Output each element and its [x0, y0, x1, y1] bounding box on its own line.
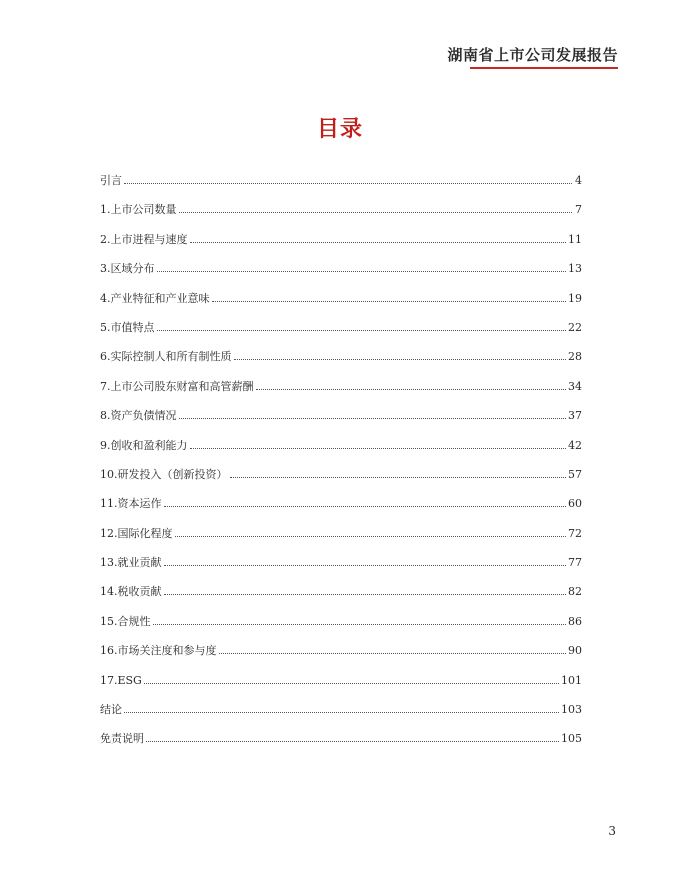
toc-entry-label: 引言: [100, 174, 122, 187]
toc-entry[interactable]: [100, 699, 582, 728]
toc-dot-leader: [164, 506, 567, 507]
toc-dot-leader: [175, 536, 567, 537]
page-number: 3: [608, 824, 616, 838]
toc-dot-leader: [157, 271, 567, 272]
toc-entry-label: 8.资产负债情况: [100, 409, 177, 423]
toc-entry[interactable]: [100, 317, 582, 346]
toc-entry-page-number: 34: [568, 379, 582, 393]
toc-dot-leader: [256, 389, 567, 390]
toc-entry[interactable]: [100, 493, 582, 522]
toc-dot-leader: [219, 653, 567, 654]
toc-dot-leader: [230, 477, 567, 478]
toc-entry-page-number: 86: [568, 614, 582, 628]
toc-dot-leader: [153, 624, 567, 625]
toc-entry-page-number: 42: [568, 438, 582, 452]
toc-entry-label: 3.区域分布: [100, 262, 155, 276]
toc-entry-label: 10.研发投入（创新投资）: [100, 467, 228, 481]
toc-title: 目录: [316, 116, 363, 142]
toc-entry-label: 11.资本运作: [100, 497, 162, 511]
toc-entry-label: 4.产业特征和产业意味: [100, 291, 210, 305]
toc-dot-leader: [234, 359, 567, 360]
toc-dot-leader: [144, 683, 559, 684]
toc-entry-label: 9.创收和盈利能力: [100, 438, 188, 452]
toc-entry[interactable]: [100, 288, 582, 317]
toc-entry-label: 2.上市进程与速度: [100, 232, 188, 246]
toc-entry-page-number: 72: [568, 526, 582, 540]
toc-entry-label: 免责说明: [100, 732, 144, 746]
table-of-contents: [100, 170, 582, 758]
toc-entry[interactable]: [100, 170, 582, 199]
toc-entry[interactable]: [100, 581, 582, 610]
toc-entry[interactable]: [100, 199, 582, 228]
toc-dot-leader: [179, 418, 567, 419]
toc-entry[interactable]: [100, 552, 582, 581]
toc-entry[interactable]: [100, 258, 582, 287]
toc-dot-leader: [124, 712, 559, 713]
toc-entry[interactable]: [100, 464, 582, 493]
header-divider: [470, 67, 618, 69]
toc-entry[interactable]: [100, 229, 582, 258]
toc-entry-page-number: 60: [568, 497, 582, 511]
toc-entry-page-number: 4: [575, 174, 582, 187]
toc-entry-page-number: 90: [568, 644, 582, 658]
toc-entry-label: 14.税收贡献: [100, 585, 162, 599]
toc-dot-leader: [157, 330, 567, 331]
toc-dot-leader: [146, 741, 559, 742]
toc-entry-label: 17.ESG: [100, 673, 142, 687]
toc-entry[interactable]: [100, 523, 582, 552]
toc-dot-leader: [212, 301, 567, 302]
toc-entry-page-number: 28: [568, 350, 582, 364]
toc-entry[interactable]: [100, 435, 582, 464]
toc-entry[interactable]: [100, 728, 582, 757]
report-header-title: 湖南省上市公司发展报告: [447, 46, 618, 64]
toc-entry-page-number: 13: [568, 262, 582, 276]
toc-entry-page-number: 37: [568, 409, 582, 423]
toc-entry-label: 16.市场关注度和参与度: [100, 644, 217, 658]
toc-entry[interactable]: [100, 640, 582, 669]
toc-entry-label: 7.上市公司股东财富和高管薪酬: [100, 379, 254, 393]
toc-entry-page-number: 11: [568, 232, 582, 246]
toc-entry[interactable]: [100, 405, 582, 434]
toc-entry-page-number: 57: [568, 467, 582, 481]
toc-entry[interactable]: [100, 670, 582, 699]
toc-entry-label: 15.合规性: [100, 614, 151, 628]
toc-entry[interactable]: [100, 346, 582, 375]
toc-entry-label: 1.上市公司数量: [100, 203, 177, 217]
toc-entry-page-number: 7: [575, 203, 582, 217]
toc-entry[interactable]: [100, 376, 582, 405]
toc-dot-leader: [190, 242, 567, 243]
toc-dot-leader: [124, 183, 572, 184]
toc-dot-leader: [179, 212, 573, 213]
toc-entry-label: 结论: [100, 703, 122, 717]
toc-entry-label: 5.市值特点: [100, 320, 155, 334]
toc-entry-page-number: 82: [568, 585, 582, 599]
toc-entry-label: 6.实际控制人和所有制性质: [100, 350, 232, 364]
toc-entry-label: 13.就业贡献: [100, 556, 162, 570]
toc-entry-page-number: 77: [568, 556, 582, 570]
toc-dot-leader: [164, 594, 567, 595]
toc-entry-page-number: 19: [568, 291, 582, 305]
toc-entry-page-number: 105: [561, 732, 582, 746]
toc-entry-page-number: 103: [561, 703, 582, 717]
toc-dot-leader: [190, 448, 567, 449]
toc-entry-page-number: 101: [561, 673, 582, 687]
toc-entry-label: 12.国际化程度: [100, 526, 173, 540]
toc-dot-leader: [164, 565, 567, 566]
toc-entry[interactable]: [100, 611, 582, 640]
toc-entry-page-number: 22: [568, 320, 582, 334]
